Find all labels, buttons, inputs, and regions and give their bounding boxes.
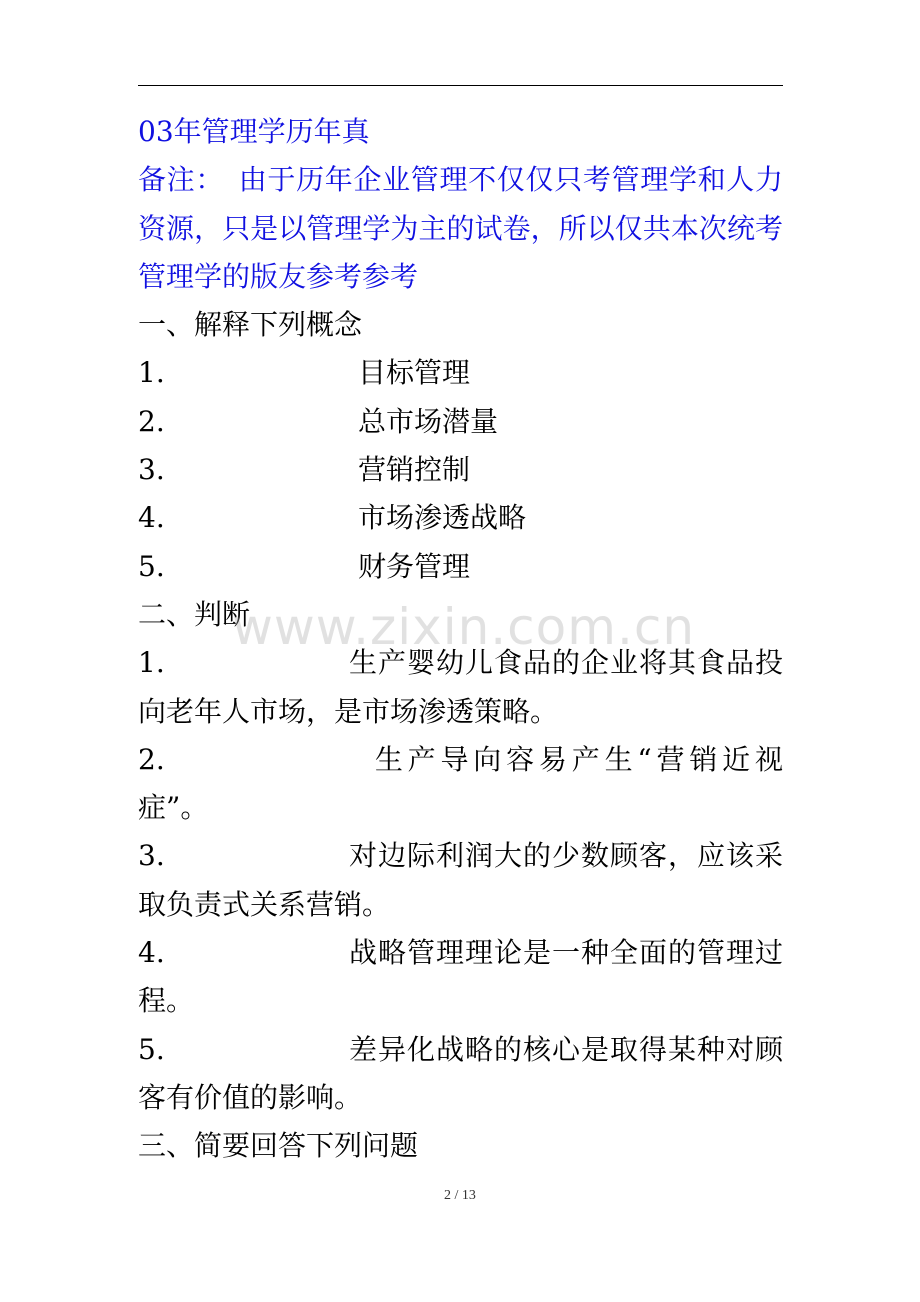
page-number: 2 / 13 <box>444 1188 476 1203</box>
judgement-item <box>138 832 783 929</box>
item-number: 2. <box>138 742 165 776</box>
definition-item <box>138 398 783 446</box>
item-text: 生产婴幼儿食品的企业将其食品投向老年人市场，是市场渗透策略。 <box>138 646 783 728</box>
item-number: 4. <box>138 501 165 535</box>
item-text: 战略管理理论是一种全面的管理过程。 <box>138 936 783 1018</box>
judgement-item <box>138 1026 783 1123</box>
item-text: 市场渗透战略 <box>358 501 527 535</box>
item-number: 4. <box>138 936 165 970</box>
item-text: 总市场潜量 <box>358 404 499 438</box>
watermark: www.zixin.com.cn <box>232 598 696 656</box>
section1-heading: 一、解释下列概念 <box>138 308 363 342</box>
item-text: 目标管理 <box>358 356 471 390</box>
item-number: 1. <box>138 646 165 680</box>
section2-heading: 二、判断 <box>138 597 251 631</box>
item-number: 5. <box>138 549 165 583</box>
section3-heading: 三、简要回答下列问题 <box>138 1129 419 1163</box>
definition-item <box>138 494 783 542</box>
item-number: 5. <box>138 1032 165 1066</box>
item-text: 营销控制 <box>358 453 471 487</box>
item-text: 差异化战略的核心是取得某种对顾客有价值的影响。 <box>138 1032 783 1114</box>
item-number: 1. <box>138 356 165 390</box>
item-number: 3. <box>138 839 165 873</box>
judgement-item <box>138 736 783 833</box>
note-paragraph: 备注： 由于历年企业管理不仅仅只考管理学和人力资源，只是以管理学为主的试卷，所以仅共本次统考管理学的版友参考参考 <box>138 163 783 293</box>
definition-item <box>138 543 783 591</box>
item-number: 2. <box>138 404 165 438</box>
document-title: 03年管理学历年真 <box>138 115 370 148</box>
definition-item <box>138 446 783 494</box>
judgement-item <box>138 929 783 1026</box>
item-number: 3. <box>138 453 165 487</box>
definition-item <box>138 349 783 397</box>
item-text: 生产导向容易产生“营销近视症”。 <box>138 742 783 825</box>
header-rule <box>138 85 783 86</box>
item-text: 财务管理 <box>358 549 471 583</box>
item-text: 对边际利润大的少数顾客，应该采取负责式关系营销。 <box>138 839 783 921</box>
